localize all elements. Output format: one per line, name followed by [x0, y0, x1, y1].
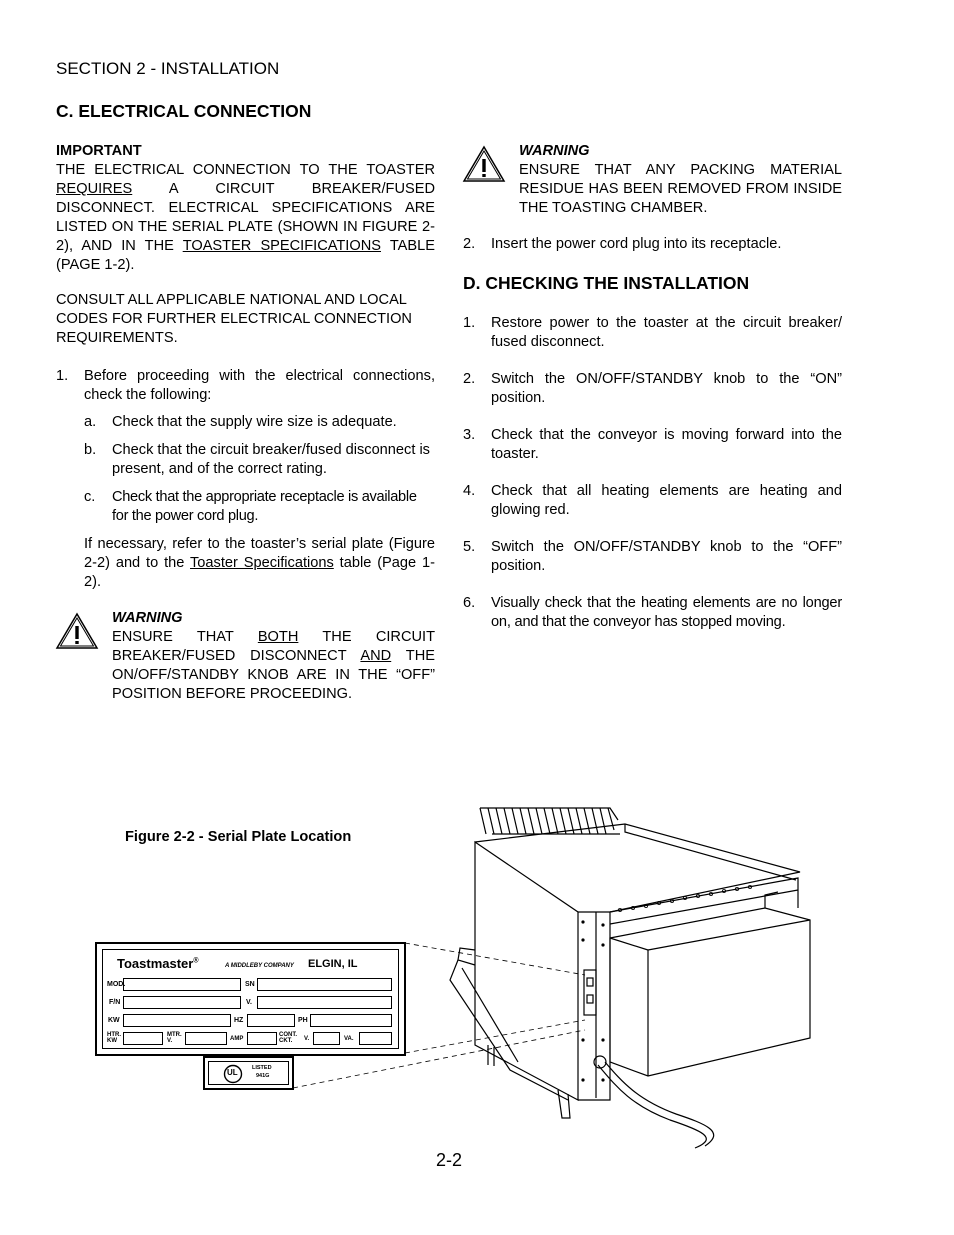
important-text-a: THE ELECTRICAL CONNECTION TO THE TOASTER — [56, 162, 435, 178]
toaster-specs-ref: Toaster Specifications — [190, 555, 334, 571]
warning-and: AND — [360, 648, 392, 664]
check-step-text: Check that the conveyor is moving forward into the toaster. — [491, 427, 842, 462]
v-label: V. — [246, 999, 252, 1006]
ul-label-plate — [203, 1056, 294, 1090]
check-step-number: 3. — [463, 427, 476, 443]
important-label: IMPORTANT — [56, 143, 142, 159]
check-step-text: Restore power to the toaster at the circuit breaker/ fused disconnect. — [491, 315, 842, 350]
check-step-text: Check that all heating elements are heating and glowing red. — [491, 483, 842, 518]
toaster-specifications-ref: TOASTER SPECIFICATIONS — [182, 238, 381, 254]
ph-field — [310, 1014, 392, 1027]
warning-text-c: THE ON/OFF/STANDBY KNOB ARE IN THE “OFF” POSITION BEFORE PROCEEDING. — [112, 648, 435, 702]
htr-kw-label: HTR. KW — [107, 1032, 121, 1044]
check-step-number: 5. — [463, 539, 476, 555]
check-step-text: Switch the ON/OFF/STANDBY knob to the “ON” position. — [491, 371, 842, 406]
va-label: VA. — [344, 1036, 354, 1042]
section-d-title: D. CHECKING THE INSTALLATION — [463, 273, 750, 293]
ph-label: PH — [298, 1017, 308, 1024]
note-text-b: table (Page 1-2). — [84, 555, 435, 590]
kw-label: KW — [108, 1017, 120, 1024]
warning-text: ENSURE THAT ANY PACKING MATERIAL RESIDUE HAS BEEN REMOVED FROM INSIDE THE TOASTING CHAMBER. — [519, 162, 842, 216]
fn-label: F/N — [109, 999, 121, 1006]
mod-label: MOD. — [107, 981, 126, 988]
sub-c-text: Check that the appropriate receptacle is available for the power cord plug. — [112, 489, 417, 524]
page-number: 2-2 — [436, 1150, 463, 1170]
sn-label: SN — [245, 981, 255, 988]
step-1-number: 1. — [56, 368, 69, 384]
v2-field — [313, 1032, 340, 1045]
cont-ckt-label: CONT. CKT. — [279, 1032, 297, 1044]
ul-mark: UL — [227, 1068, 238, 1077]
plate-brand — [117, 956, 199, 971]
check-step-number: 1. — [463, 315, 476, 331]
plate-city: ELGIN, IL — [308, 958, 358, 970]
mod-field — [123, 978, 241, 991]
step-1-text: Before proceeding with the electrical connections, check the following: — [84, 368, 435, 403]
warning-text-a: ENSURE THAT — [112, 629, 258, 645]
mtr-v-field — [185, 1032, 227, 1045]
sub-b-letter: b. — [84, 442, 97, 458]
check-step-number: 6. — [463, 595, 476, 611]
warning-label: WARNING — [112, 610, 183, 626]
htr-kw-field — [123, 1032, 163, 1045]
warning-label: WARNING — [519, 143, 590, 159]
mtr-v-label: MTR. V. — [167, 1032, 182, 1044]
sub-a-text: Check that the supply wire size is adequate. — [112, 414, 397, 430]
kw-field — [123, 1014, 231, 1027]
note-text-a: If necessary, refer to the toaster’s serial plate (Figure 2-2) and to the — [84, 536, 435, 571]
ul-code-text: 941G — [256, 1073, 270, 1079]
v-field — [257, 996, 392, 1009]
sn-field — [257, 978, 392, 991]
ul-label-inner — [208, 1061, 289, 1085]
warning-text-b: THE CIRCUIT BREAKER/FUSED DISCONNECT — [112, 629, 435, 664]
check-step-number: 2. — [463, 371, 476, 387]
plate-company: A MIDDLEBY COMPANY — [225, 963, 294, 969]
figure-caption: Figure 2-2 - Serial Plate Location — [125, 829, 352, 845]
step-2-text: Insert the power cord plug into its receptacle. — [491, 236, 782, 252]
check-step-text: Visually check that the heating elements are no longer on, and that the conveyor has stopped moving. — [491, 595, 842, 630]
check-step-text: Switch the ON/OFF/STANDBY knob to the “OFF” position. — [491, 539, 842, 574]
section-c-title: C. ELECTRICAL CONNECTION — [56, 101, 312, 121]
v2-label: V. — [304, 1036, 310, 1042]
va-field — [359, 1032, 392, 1045]
hz-field — [247, 1014, 295, 1027]
ul-listed-text: LISTED — [252, 1065, 272, 1071]
sub-b-text: Check that the circuit breaker/fused disconnect is present, and of the correct rating. — [112, 442, 430, 477]
brand-text: Toastmaster — [117, 956, 194, 971]
registered-mark: ® — [193, 957, 199, 965]
step-2-number: 2. — [463, 236, 476, 252]
check-step-number: 4. — [463, 483, 476, 499]
serial-plate — [95, 942, 406, 1056]
warning-both: BOTH — [257, 629, 299, 645]
section-header: SECTION 2 - INSTALLATION — [56, 59, 280, 78]
amp-label: AMP — [230, 1036, 244, 1042]
hz-label: HZ — [234, 1017, 244, 1024]
requires-text: REQUIRES — [56, 181, 133, 197]
important-text-c: TABLE (PAGE 1-2). — [56, 238, 435, 273]
important-text-b: A CIRCUIT BREAKER/FUSED DISCONNECT. ELECTRICAL SPECIFICATIONS ARE LISTED ON THE SERIAL PLATE (SHOWN IN FIGURE 2-2), AND IN THE — [56, 181, 435, 254]
fn-field — [123, 996, 241, 1009]
consult-paragraph: CONSULT ALL APPLICABLE NATIONAL AND LOCAL CODES FOR FURTHER ELECTRICAL CONNECTION REQUIREMENTS. — [56, 292, 412, 346]
amp-field — [247, 1032, 277, 1045]
sub-c-letter: c. — [84, 489, 96, 505]
sub-a-letter: a. — [84, 414, 97, 430]
